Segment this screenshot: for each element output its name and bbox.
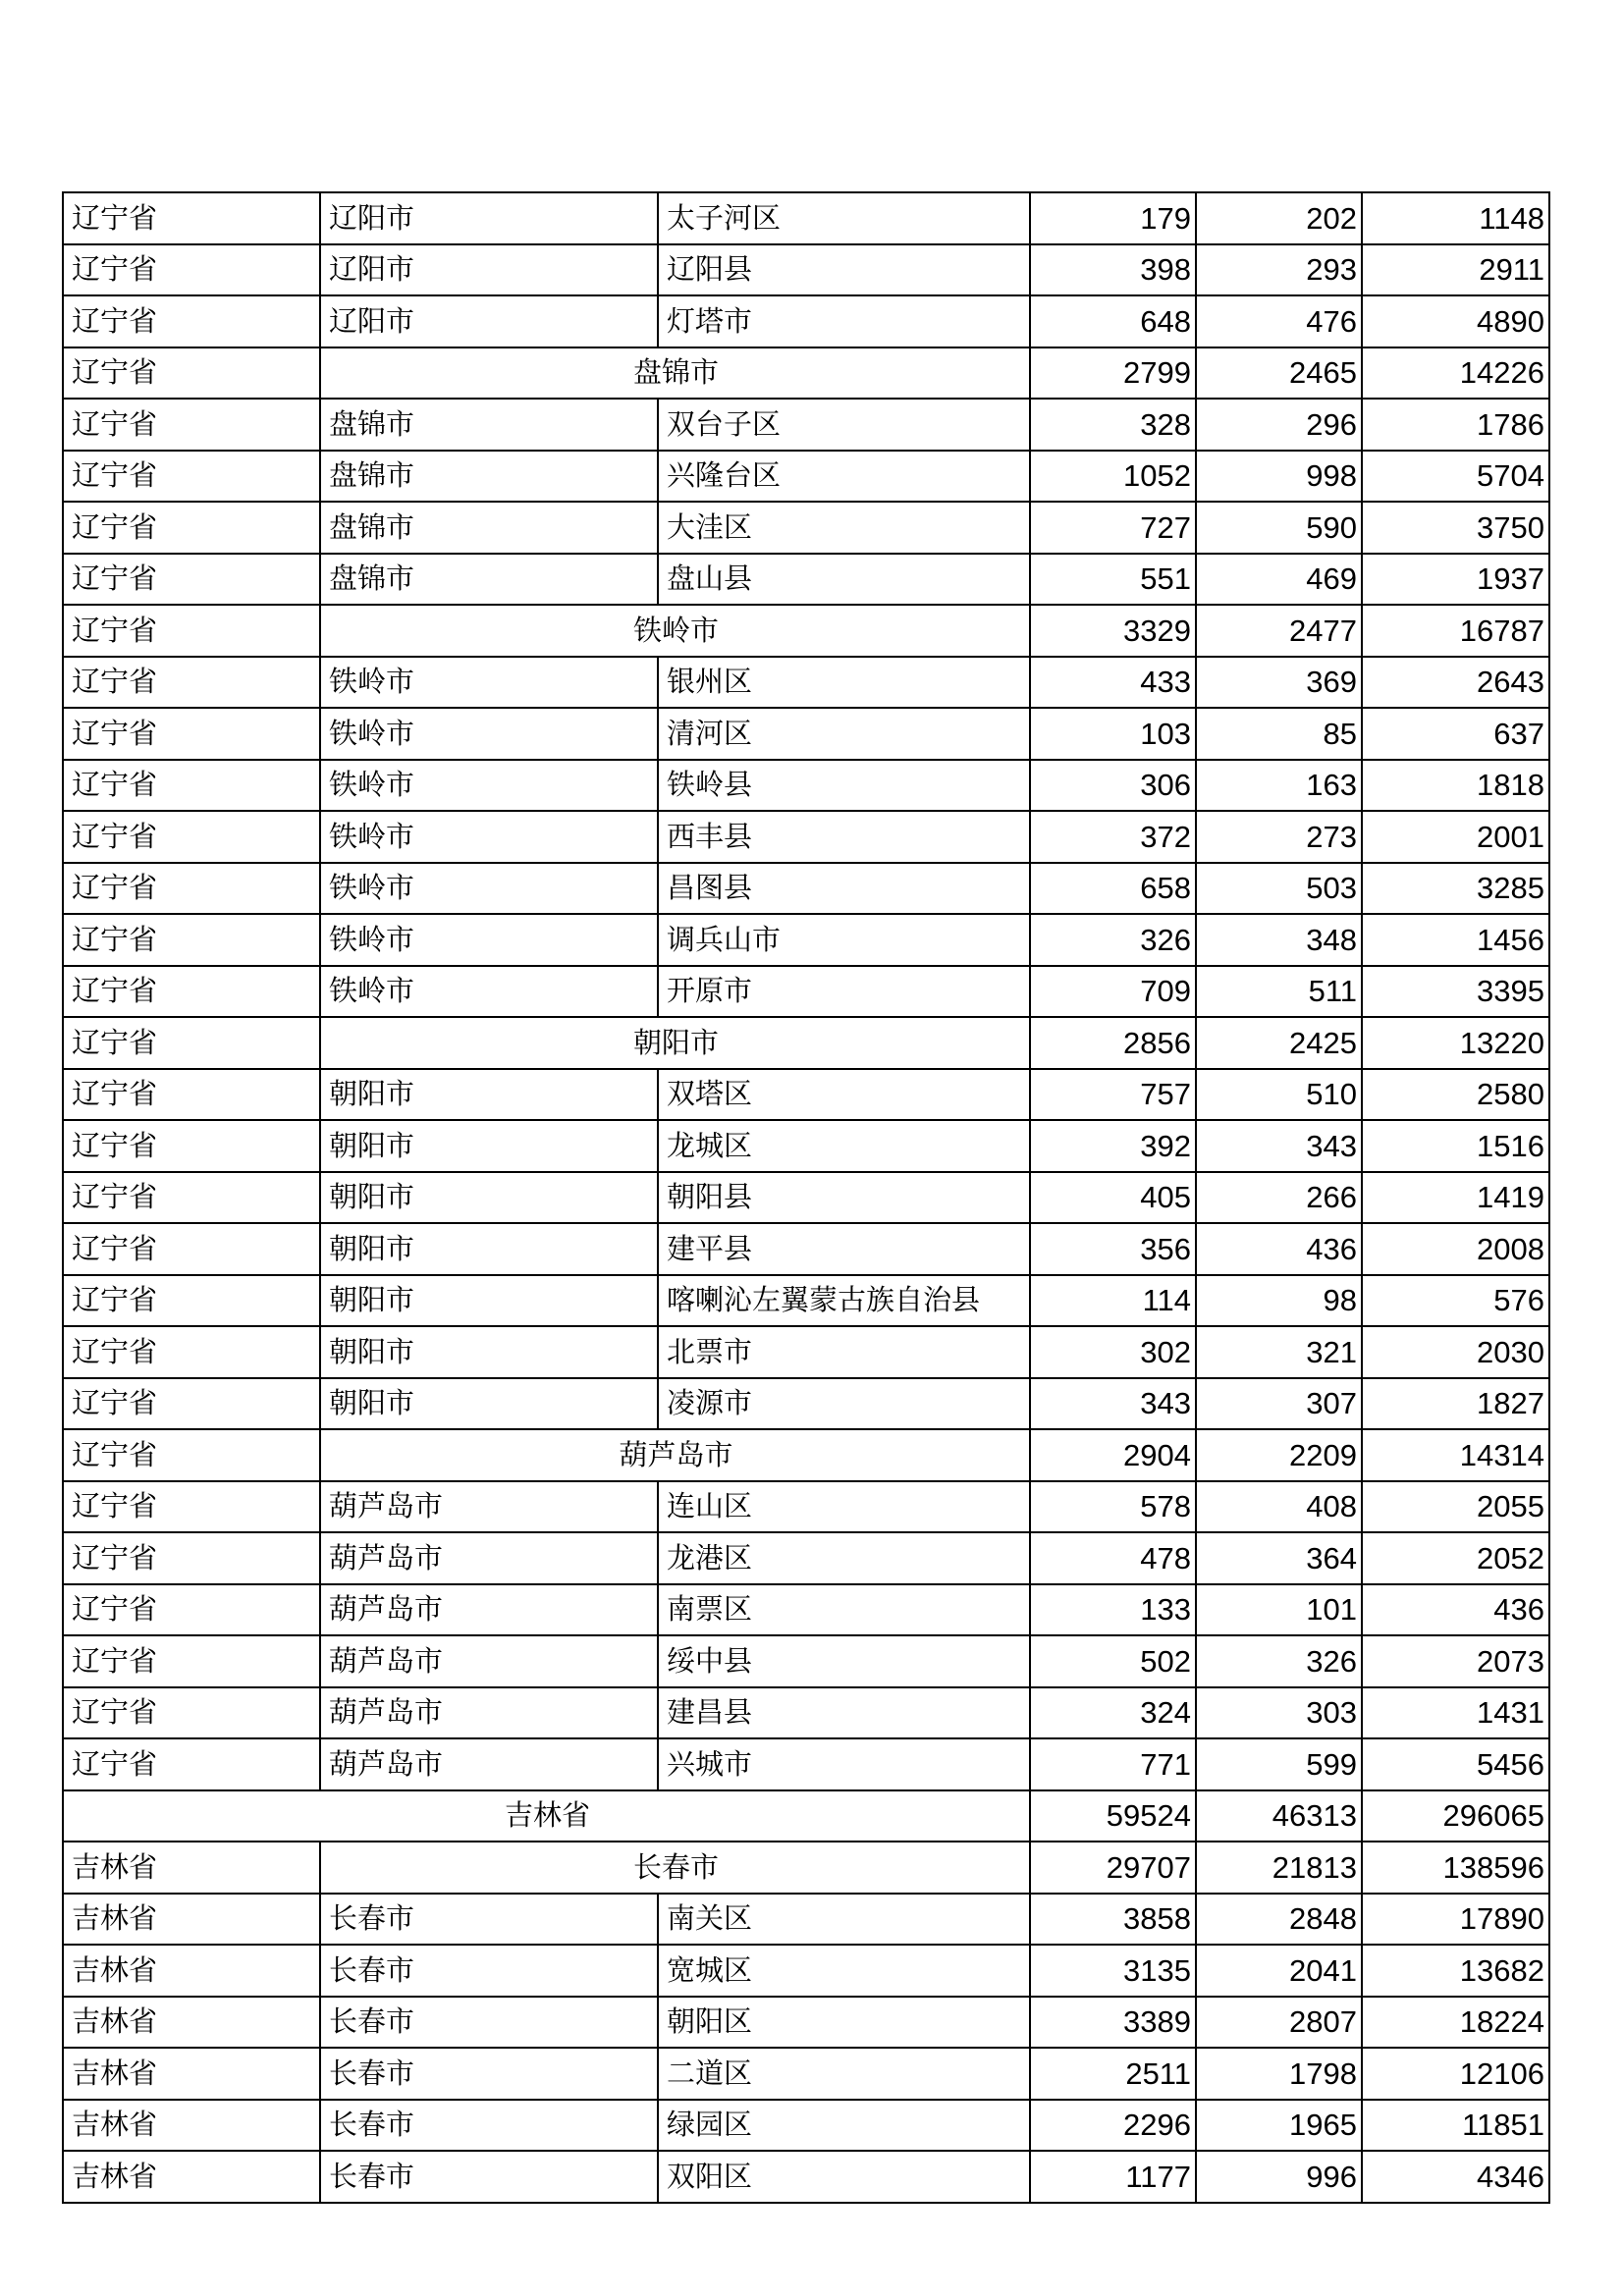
value-cell-2: 307 xyxy=(1196,1378,1362,1430)
province-cell: 辽宁省 xyxy=(63,295,320,347)
value-cell-2: 101 xyxy=(1196,1584,1362,1636)
city-cell: 朝阳市 xyxy=(320,1069,658,1121)
city-cell: 盘锦市 xyxy=(320,502,658,554)
value-cell-3: 18224 xyxy=(1362,1997,1549,2049)
data-table xyxy=(62,191,1550,2204)
district-row xyxy=(63,2048,1549,2100)
province-cell: 辽宁省 xyxy=(63,966,320,1018)
city-cell: 铁岭市 xyxy=(320,605,1030,657)
value-cell-1: 3329 xyxy=(1030,605,1196,657)
value-cell-2: 303 xyxy=(1196,1687,1362,1739)
value-cell-2: 343 xyxy=(1196,1120,1362,1172)
province-cell: 辽宁省 xyxy=(63,399,320,451)
value-cell-1: 3135 xyxy=(1030,1945,1196,1997)
value-cell-3: 1456 xyxy=(1362,914,1549,966)
city-cell: 长春市 xyxy=(320,2048,658,2100)
province-cell: 辽宁省 xyxy=(63,192,320,244)
province-cell: 吉林省 xyxy=(63,1842,320,1894)
city-cell: 盘锦市 xyxy=(320,399,658,451)
value-cell-1: 709 xyxy=(1030,966,1196,1018)
district-cell: 清河区 xyxy=(658,708,1030,760)
district-row xyxy=(63,1997,1549,2049)
district-row xyxy=(63,2100,1549,2152)
province-cell: 辽宁省 xyxy=(63,1738,320,1790)
table-body xyxy=(63,192,1549,2203)
city-cell: 铁岭市 xyxy=(320,914,658,966)
value-cell-3: 2073 xyxy=(1362,1635,1549,1687)
value-cell-2: 2425 xyxy=(1196,1017,1362,1069)
province-cell: 辽宁省 xyxy=(63,1635,320,1687)
value-cell-3: 5456 xyxy=(1362,1738,1549,1790)
value-cell-3: 16787 xyxy=(1362,605,1549,657)
value-cell-2: 163 xyxy=(1196,760,1362,812)
city-cell: 长春市 xyxy=(320,2151,658,2203)
value-cell-1: 3389 xyxy=(1030,1997,1196,2049)
value-cell-2: 1965 xyxy=(1196,2100,1362,2152)
district-cell: 双阳区 xyxy=(658,2151,1030,2203)
district-row xyxy=(63,1172,1549,1224)
district-row xyxy=(63,1378,1549,1430)
value-cell-1: 3858 xyxy=(1030,1894,1196,1946)
city-cell: 葫芦岛市 xyxy=(320,1532,658,1584)
value-cell-2: 1798 xyxy=(1196,2048,1362,2100)
city-cell: 铁岭市 xyxy=(320,708,658,760)
district-row xyxy=(63,2151,1549,2203)
value-cell-3: 5704 xyxy=(1362,451,1549,503)
value-cell-3: 14314 xyxy=(1362,1429,1549,1481)
value-cell-3: 138596 xyxy=(1362,1842,1549,1894)
province-cell: 辽宁省 xyxy=(63,1429,320,1481)
value-cell-2: 293 xyxy=(1196,244,1362,296)
district-cell: 双台子区 xyxy=(658,399,1030,451)
value-cell-3: 11851 xyxy=(1362,2100,1549,2152)
value-cell-1: 398 xyxy=(1030,244,1196,296)
district-row xyxy=(63,1532,1549,1584)
province-cell: 辽宁省 xyxy=(63,1017,320,1069)
district-row xyxy=(63,1326,1549,1378)
district-cell: 灯塔市 xyxy=(658,295,1030,347)
district-cell: 调兵山市 xyxy=(658,914,1030,966)
value-cell-1: 658 xyxy=(1030,863,1196,915)
value-cell-3: 2052 xyxy=(1362,1532,1549,1584)
value-cell-3: 12106 xyxy=(1362,2048,1549,2100)
value-cell-1: 372 xyxy=(1030,811,1196,863)
value-cell-3: 1786 xyxy=(1362,399,1549,451)
value-cell-3: 3285 xyxy=(1362,863,1549,915)
city-row xyxy=(63,1429,1549,1481)
district-row xyxy=(63,1275,1549,1327)
value-cell-1: 2511 xyxy=(1030,2048,1196,2100)
city-cell: 葫芦岛市 xyxy=(320,1738,658,1790)
value-cell-3: 4890 xyxy=(1362,295,1549,347)
value-cell-2: 469 xyxy=(1196,554,1362,606)
value-cell-2: 85 xyxy=(1196,708,1362,760)
value-cell-2: 436 xyxy=(1196,1223,1362,1275)
district-row xyxy=(63,399,1549,451)
city-cell: 葫芦岛市 xyxy=(320,1481,658,1533)
city-cell: 辽阳市 xyxy=(320,192,658,244)
value-cell-3: 2008 xyxy=(1362,1223,1549,1275)
value-cell-3: 2580 xyxy=(1362,1069,1549,1121)
province-cell: 辽宁省 xyxy=(63,347,320,400)
city-cell: 辽阳市 xyxy=(320,295,658,347)
city-cell: 朝阳市 xyxy=(320,1275,658,1327)
district-row xyxy=(63,1635,1549,1687)
district-cell: 银州区 xyxy=(658,657,1030,709)
value-cell-1: 328 xyxy=(1030,399,1196,451)
district-cell: 建平县 xyxy=(658,1223,1030,1275)
city-row xyxy=(63,347,1549,400)
value-cell-1: 478 xyxy=(1030,1532,1196,1584)
value-cell-2: 296 xyxy=(1196,399,1362,451)
value-cell-3: 3750 xyxy=(1362,502,1549,554)
value-cell-2: 364 xyxy=(1196,1532,1362,1584)
province-cell: 辽宁省 xyxy=(63,1120,320,1172)
district-row xyxy=(63,863,1549,915)
value-cell-2: 273 xyxy=(1196,811,1362,863)
city-row xyxy=(63,605,1549,657)
value-cell-1: 326 xyxy=(1030,914,1196,966)
value-cell-3: 13220 xyxy=(1362,1017,1549,1069)
city-cell: 长春市 xyxy=(320,1997,658,2049)
value-cell-2: 2807 xyxy=(1196,1997,1362,2049)
city-cell: 葫芦岛市 xyxy=(320,1584,658,1636)
value-cell-1: 356 xyxy=(1030,1223,1196,1275)
value-cell-1: 324 xyxy=(1030,1687,1196,1739)
province-cell: 辽宁省 xyxy=(63,1326,320,1378)
province-cell: 辽宁省 xyxy=(63,1069,320,1121)
district-row xyxy=(63,295,1549,347)
district-row xyxy=(63,1945,1549,1997)
city-row xyxy=(63,1017,1549,1069)
province-cell: 辽宁省 xyxy=(63,1378,320,1430)
value-cell-3: 1937 xyxy=(1362,554,1549,606)
province-cell: 辽宁省 xyxy=(63,1532,320,1584)
value-cell-2: 266 xyxy=(1196,1172,1362,1224)
value-cell-2: 326 xyxy=(1196,1635,1362,1687)
value-cell-2: 511 xyxy=(1196,966,1362,1018)
district-row xyxy=(63,1738,1549,1790)
district-row xyxy=(63,502,1549,554)
value-cell-3: 17890 xyxy=(1362,1894,1549,1946)
district-row xyxy=(63,451,1549,503)
province-cell: 辽宁省 xyxy=(63,1481,320,1533)
district-row xyxy=(63,914,1549,966)
value-cell-2: 998 xyxy=(1196,451,1362,503)
city-cell: 辽阳市 xyxy=(320,244,658,296)
province-cell: 辽宁省 xyxy=(63,914,320,966)
district-cell: 建昌县 xyxy=(658,1687,1030,1739)
district-cell: 北票市 xyxy=(658,1326,1030,1378)
value-cell-1: 306 xyxy=(1030,760,1196,812)
value-cell-3: 2911 xyxy=(1362,244,1549,296)
district-row xyxy=(63,1584,1549,1636)
city-row xyxy=(63,1842,1549,1894)
district-row xyxy=(63,192,1549,244)
city-cell: 朝阳市 xyxy=(320,1378,658,1430)
province-cell: 吉林省 xyxy=(63,1997,320,2049)
value-cell-1: 392 xyxy=(1030,1120,1196,1172)
province-cell: 辽宁省 xyxy=(63,244,320,296)
province-cell: 吉林省 xyxy=(63,1945,320,1997)
district-row xyxy=(63,760,1549,812)
value-cell-3: 2643 xyxy=(1362,657,1549,709)
value-cell-3: 2030 xyxy=(1362,1326,1549,1378)
district-row xyxy=(63,1894,1549,1946)
city-cell: 铁岭市 xyxy=(320,760,658,812)
district-cell: 双塔区 xyxy=(658,1069,1030,1121)
value-cell-3: 1827 xyxy=(1362,1378,1549,1430)
district-cell: 宽城区 xyxy=(658,1945,1030,1997)
province-cell: 辽宁省 xyxy=(63,1275,320,1327)
district-row xyxy=(63,1069,1549,1121)
city-cell: 葫芦岛市 xyxy=(320,1635,658,1687)
district-cell: 龙港区 xyxy=(658,1532,1030,1584)
province-cell: 辽宁省 xyxy=(63,708,320,760)
city-cell: 铁岭市 xyxy=(320,863,658,915)
value-cell-2: 369 xyxy=(1196,657,1362,709)
value-cell-3: 2001 xyxy=(1362,811,1549,863)
district-cell: 绥中县 xyxy=(658,1635,1030,1687)
province-row xyxy=(63,1790,1549,1842)
value-cell-3: 1419 xyxy=(1362,1172,1549,1224)
province-cell: 辽宁省 xyxy=(63,451,320,503)
province-cell: 吉林省 xyxy=(63,1790,1030,1842)
city-cell: 铁岭市 xyxy=(320,966,658,1018)
city-cell: 盘锦市 xyxy=(320,554,658,606)
value-cell-1: 648 xyxy=(1030,295,1196,347)
value-cell-3: 1148 xyxy=(1362,192,1549,244)
value-cell-2: 2465 xyxy=(1196,347,1362,400)
value-cell-2: 510 xyxy=(1196,1069,1362,1121)
value-cell-1: 2856 xyxy=(1030,1017,1196,1069)
province-cell: 吉林省 xyxy=(63,2151,320,2203)
district-cell: 兴城市 xyxy=(658,1738,1030,1790)
district-cell: 盘山县 xyxy=(658,554,1030,606)
district-cell: 朝阳县 xyxy=(658,1172,1030,1224)
value-cell-2: 321 xyxy=(1196,1326,1362,1378)
district-row xyxy=(63,554,1549,606)
value-cell-1: 179 xyxy=(1030,192,1196,244)
city-cell: 长春市 xyxy=(320,1945,658,1997)
value-cell-1: 343 xyxy=(1030,1378,1196,1430)
value-cell-1: 551 xyxy=(1030,554,1196,606)
province-cell: 辽宁省 xyxy=(63,657,320,709)
value-cell-1: 133 xyxy=(1030,1584,1196,1636)
city-cell: 盘锦市 xyxy=(320,451,658,503)
province-cell: 辽宁省 xyxy=(63,1223,320,1275)
province-cell: 辽宁省 xyxy=(63,760,320,812)
district-row xyxy=(63,708,1549,760)
district-cell: 辽阳县 xyxy=(658,244,1030,296)
district-cell: 喀喇沁左翼蒙古族自治县 xyxy=(658,1275,1030,1327)
value-cell-2: 202 xyxy=(1196,192,1362,244)
district-cell: 铁岭县 xyxy=(658,760,1030,812)
value-cell-1: 757 xyxy=(1030,1069,1196,1121)
province-cell: 辽宁省 xyxy=(63,863,320,915)
value-cell-3: 296065 xyxy=(1362,1790,1549,1842)
value-cell-3: 3395 xyxy=(1362,966,1549,1018)
district-cell: 西丰县 xyxy=(658,811,1030,863)
city-cell: 葫芦岛市 xyxy=(320,1687,658,1739)
value-cell-2: 2209 xyxy=(1196,1429,1362,1481)
value-cell-1: 405 xyxy=(1030,1172,1196,1224)
province-cell: 辽宁省 xyxy=(63,605,320,657)
value-cell-3: 1818 xyxy=(1362,760,1549,812)
district-cell: 连山区 xyxy=(658,1481,1030,1533)
value-cell-2: 599 xyxy=(1196,1738,1362,1790)
value-cell-1: 59524 xyxy=(1030,1790,1196,1842)
value-cell-3: 4346 xyxy=(1362,2151,1549,2203)
district-row xyxy=(63,1687,1549,1739)
value-cell-2: 996 xyxy=(1196,2151,1362,2203)
value-cell-2: 408 xyxy=(1196,1481,1362,1533)
district-cell: 朝阳区 xyxy=(658,1997,1030,2049)
district-cell: 昌图县 xyxy=(658,863,1030,915)
province-cell: 辽宁省 xyxy=(63,1584,320,1636)
district-cell: 兴隆台区 xyxy=(658,451,1030,503)
city-cell: 盘锦市 xyxy=(320,347,1030,400)
province-cell: 辽宁省 xyxy=(63,502,320,554)
value-cell-1: 114 xyxy=(1030,1275,1196,1327)
value-cell-3: 436 xyxy=(1362,1584,1549,1636)
province-cell: 吉林省 xyxy=(63,2100,320,2152)
district-cell: 绿园区 xyxy=(658,2100,1030,2152)
value-cell-3: 637 xyxy=(1362,708,1549,760)
district-row xyxy=(63,1223,1549,1275)
value-cell-2: 590 xyxy=(1196,502,1362,554)
value-cell-1: 1177 xyxy=(1030,2151,1196,2203)
city-cell: 长春市 xyxy=(320,1894,658,1946)
value-cell-1: 433 xyxy=(1030,657,1196,709)
province-cell: 吉林省 xyxy=(63,2048,320,2100)
value-cell-2: 46313 xyxy=(1196,1790,1362,1842)
value-cell-1: 2904 xyxy=(1030,1429,1196,1481)
city-cell: 朝阳市 xyxy=(320,1017,1030,1069)
value-cell-2: 476 xyxy=(1196,295,1362,347)
city-cell: 朝阳市 xyxy=(320,1223,658,1275)
value-cell-3: 1431 xyxy=(1362,1687,1549,1739)
value-cell-3: 14226 xyxy=(1362,347,1549,400)
value-cell-1: 2799 xyxy=(1030,347,1196,400)
city-cell: 铁岭市 xyxy=(320,657,658,709)
value-cell-1: 771 xyxy=(1030,1738,1196,1790)
district-cell: 开原市 xyxy=(658,966,1030,1018)
district-cell: 二道区 xyxy=(658,2048,1030,2100)
value-cell-1: 2296 xyxy=(1030,2100,1196,2152)
district-cell: 大洼区 xyxy=(658,502,1030,554)
province-cell: 辽宁省 xyxy=(63,1687,320,1739)
district-cell: 凌源市 xyxy=(658,1378,1030,1430)
district-row xyxy=(63,1120,1549,1172)
district-cell: 太子河区 xyxy=(658,192,1030,244)
value-cell-2: 2041 xyxy=(1196,1945,1362,1997)
district-row xyxy=(63,1481,1549,1533)
value-cell-2: 2477 xyxy=(1196,605,1362,657)
city-cell: 朝阳市 xyxy=(320,1172,658,1224)
value-cell-1: 302 xyxy=(1030,1326,1196,1378)
province-cell: 吉林省 xyxy=(63,1894,320,1946)
value-cell-3: 576 xyxy=(1362,1275,1549,1327)
value-cell-3: 2055 xyxy=(1362,1481,1549,1533)
district-row xyxy=(63,966,1549,1018)
value-cell-2: 348 xyxy=(1196,914,1362,966)
district-row xyxy=(63,657,1549,709)
city-cell: 长春市 xyxy=(320,1842,1030,1894)
city-cell: 朝阳市 xyxy=(320,1120,658,1172)
value-cell-1: 1052 xyxy=(1030,451,1196,503)
value-cell-1: 103 xyxy=(1030,708,1196,760)
value-cell-1: 578 xyxy=(1030,1481,1196,1533)
district-cell: 南票区 xyxy=(658,1584,1030,1636)
province-cell: 辽宁省 xyxy=(63,1172,320,1224)
province-cell: 辽宁省 xyxy=(63,554,320,606)
province-cell: 辽宁省 xyxy=(63,811,320,863)
value-cell-3: 13682 xyxy=(1362,1945,1549,1997)
value-cell-3: 1516 xyxy=(1362,1120,1549,1172)
district-row xyxy=(63,244,1549,296)
value-cell-1: 727 xyxy=(1030,502,1196,554)
value-cell-1: 502 xyxy=(1030,1635,1196,1687)
district-cell: 南关区 xyxy=(658,1894,1030,1946)
value-cell-2: 503 xyxy=(1196,863,1362,915)
city-cell: 长春市 xyxy=(320,2100,658,2152)
city-cell: 葫芦岛市 xyxy=(320,1429,1030,1481)
city-cell: 铁岭市 xyxy=(320,811,658,863)
value-cell-2: 98 xyxy=(1196,1275,1362,1327)
district-cell: 龙城区 xyxy=(658,1120,1030,1172)
value-cell-2: 21813 xyxy=(1196,1842,1362,1894)
district-row xyxy=(63,811,1549,863)
city-cell: 朝阳市 xyxy=(320,1326,658,1378)
value-cell-2: 2848 xyxy=(1196,1894,1362,1946)
value-cell-1: 29707 xyxy=(1030,1842,1196,1894)
